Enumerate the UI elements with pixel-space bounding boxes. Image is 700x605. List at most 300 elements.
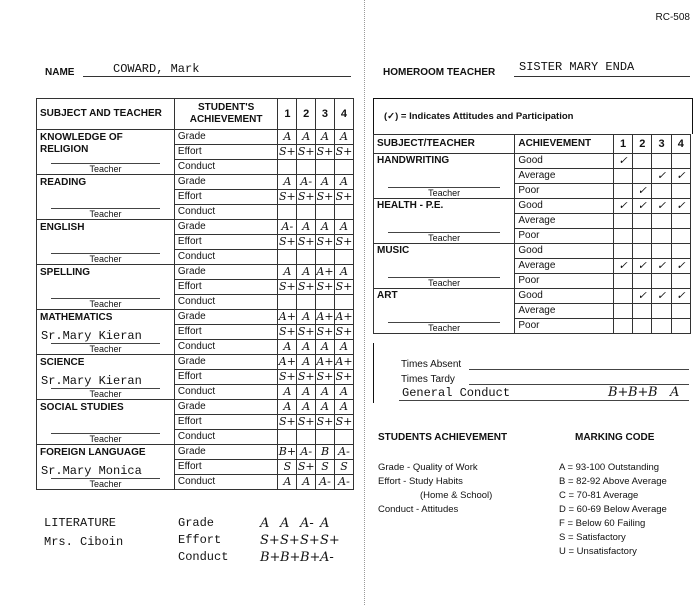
subject-row <box>37 220 354 235</box>
grade-cell: A <box>278 400 297 415</box>
general-conduct-line <box>399 400 689 401</box>
header-achievement: STUDENT'S ACHIEVEMENT <box>174 99 277 130</box>
header-q4: 4 <box>334 99 353 130</box>
legend-left-item: Effort - Study Habits <box>378 476 463 487</box>
literature-grade: B+ <box>300 550 321 565</box>
teacher-name: Sr.Mary Monica <box>41 464 142 478</box>
grade-cell: A <box>316 340 335 355</box>
rating-label: Average <box>515 304 614 319</box>
grade-cell: S+ <box>279 370 296 383</box>
achievement-label: Grade <box>174 310 277 325</box>
header-subject: SUBJECT AND TEACHER <box>37 99 175 130</box>
check-cell <box>671 214 690 229</box>
achievement-label: Grade <box>174 220 277 235</box>
attitude-subject-cell <box>374 244 515 289</box>
subject-row <box>37 445 354 460</box>
grade-cell: A <box>334 220 353 235</box>
attitude-note: (✓) = Indicates Attitudes and Participation <box>384 111 574 122</box>
grade-cell: A <box>297 130 316 145</box>
grade-cell: S+ <box>335 370 353 383</box>
check-cell <box>613 184 632 199</box>
homeroom-value: SISTER MARY ENDA <box>519 60 635 74</box>
grade-cell <box>334 160 353 175</box>
literature-grade: S+ <box>260 533 280 548</box>
grade-cell: S+ <box>316 415 334 428</box>
literature-grade: A <box>260 516 270 531</box>
check-cell: ✓ <box>671 259 690 274</box>
grade-cell: A+ <box>335 310 353 323</box>
subject-name: SCIENCE <box>40 357 85 368</box>
grade-cell: A <box>278 175 297 190</box>
center-dots <box>364 0 365 605</box>
grade-cell: S+ <box>316 235 334 248</box>
grade-cell: A <box>297 400 316 415</box>
grade-cell: S+ <box>297 235 315 248</box>
teacher-name: Sr.Mary Kieran <box>41 374 142 388</box>
check-cell <box>671 229 690 244</box>
check-cell: ✓ <box>652 259 671 274</box>
check-cell <box>671 274 690 289</box>
achievement-label: Effort <box>174 415 277 430</box>
achievement-label: Conduct <box>174 340 277 355</box>
literature-name: LITERATURE <box>44 516 117 530</box>
literature-grade: B+ <box>260 550 281 565</box>
subject-cell <box>37 220 175 265</box>
check-cell <box>652 214 671 229</box>
check-cell <box>613 319 632 334</box>
grade-cell: S+ <box>279 280 296 293</box>
grade-cell: S+ <box>279 145 296 158</box>
general-conduct-q1: B+ <box>608 385 629 400</box>
grade-cell: A- <box>278 220 297 235</box>
check-cell: ✓ <box>613 259 632 274</box>
subject-row <box>37 400 354 415</box>
check-cell <box>671 244 690 259</box>
grade-cell <box>297 205 316 220</box>
grade-cell: S+ <box>316 370 334 383</box>
grade-cell: A <box>278 265 297 280</box>
subject-cell <box>37 310 175 355</box>
grade-cell: A <box>278 130 297 145</box>
times-tardy-label: Times Tardy <box>401 374 455 385</box>
attitude-note-box <box>373 98 693 134</box>
rating-label: Good <box>515 289 614 304</box>
attendance-box <box>373 343 692 403</box>
grade-cell: A <box>278 340 297 355</box>
grade-cell: S+ <box>279 325 296 338</box>
check-cell: ✓ <box>633 289 652 304</box>
rheader-q2: 2 <box>633 135 652 154</box>
grade-cell: A+ <box>316 310 334 323</box>
grade-cell: A <box>297 355 316 370</box>
teacher-label: Teacher <box>51 343 160 354</box>
subject-row <box>37 130 354 145</box>
grade-cell: A <box>334 130 353 145</box>
rheader-subject: SUBJECT/TEACHER <box>374 135 515 154</box>
name-underline <box>83 76 351 77</box>
grade-cell: A <box>297 220 316 235</box>
attitude-row <box>374 244 691 259</box>
subject-name: SOCIAL STUDIES <box>40 402 124 413</box>
grade-cell: A- <box>297 175 316 190</box>
grade-cell: A <box>297 265 316 280</box>
grade-cell <box>278 205 297 220</box>
grade-cell <box>334 295 353 310</box>
grade-cell: A <box>334 340 353 355</box>
grade-cell: S+ <box>297 145 315 158</box>
check-cell <box>652 154 671 169</box>
check-cell <box>633 229 652 244</box>
grade-cell <box>316 430 335 445</box>
header-q1: 1 <box>278 99 297 130</box>
achievement-label: Grade <box>174 445 277 460</box>
grade-cell: S+ <box>279 190 296 203</box>
check-cell <box>613 244 632 259</box>
grade-cell: B+ <box>278 445 297 458</box>
teacher-label: Teacher <box>51 253 160 264</box>
check-cell <box>633 169 652 184</box>
grade-cell: B <box>316 445 335 460</box>
check-cell <box>613 289 632 304</box>
check-cell <box>652 274 671 289</box>
check-cell: ✓ <box>652 289 671 304</box>
grade-cell: A+ <box>278 310 296 323</box>
check-cell <box>613 214 632 229</box>
grade-cell <box>297 250 316 265</box>
general-conduct-q2: B+ <box>628 385 649 400</box>
rating-label: Good <box>515 199 614 214</box>
subject-name: ENGLISH <box>40 222 85 233</box>
legend-right-title: MARKING CODE <box>575 432 655 443</box>
rating-label: Poor <box>515 319 614 334</box>
teacher-label: Teacher <box>388 277 500 288</box>
attitude-subject-name: HANDWRITING <box>377 155 450 166</box>
right-attitudes-table <box>373 134 691 334</box>
rheader-q3: 3 <box>652 135 671 154</box>
check-cell <box>652 229 671 244</box>
achievement-label: Conduct <box>174 205 277 220</box>
legend-left <box>378 432 507 517</box>
subject-cell <box>37 175 175 220</box>
times-absent-line <box>469 369 689 370</box>
grade-cell <box>278 295 297 310</box>
grade-cell: S+ <box>335 235 353 248</box>
grade-cell <box>316 160 335 175</box>
homeroom-label: HOMEROOM TEACHER <box>383 67 496 78</box>
attitude-row <box>374 289 691 304</box>
legend-left-item: (Home & School) <box>420 490 493 501</box>
attitude-subject-cell <box>374 289 515 334</box>
literature-row-label: Effort <box>178 533 222 547</box>
grade-cell <box>334 430 353 445</box>
literature-row-label: Conduct <box>178 550 229 564</box>
rating-label: Average <box>515 169 614 184</box>
literature-grade: A <box>280 516 290 531</box>
grade-cell: S+ <box>297 190 315 203</box>
achievement-label: Conduct <box>174 475 277 490</box>
subject-row <box>37 310 354 325</box>
grade-cell: A+ <box>278 355 296 368</box>
rheader-q1: 1 <box>613 135 632 154</box>
subject-name: KNOWLEDGE OF RELIGION <box>40 132 123 155</box>
subject-row <box>37 175 354 190</box>
grade-cell: A <box>278 385 297 400</box>
achievement-label: Effort <box>174 190 277 205</box>
literature-row <box>178 533 368 549</box>
rating-label: Poor <box>515 229 614 244</box>
literature-grade: A- <box>300 516 314 531</box>
literature-row-label: Grade <box>178 516 215 530</box>
grade-cell: A <box>334 175 353 190</box>
teacher-label: Teacher <box>51 163 160 174</box>
rating-label: Good <box>515 154 614 169</box>
right-table-header <box>374 135 691 154</box>
achievement-label: Conduct <box>174 250 277 265</box>
teacher-label: Teacher <box>388 187 500 198</box>
grade-cell: A <box>297 340 316 355</box>
check-cell <box>633 319 652 334</box>
grade-cell: S <box>316 460 335 475</box>
grade-cell: S+ <box>316 145 334 158</box>
grade-cell: S+ <box>297 325 315 338</box>
attitude-row <box>374 154 691 169</box>
check-cell <box>671 319 690 334</box>
marking-code-item: C = 70-81 Average <box>559 490 639 501</box>
attitude-subject-name: ART <box>377 290 398 301</box>
legend-left-item: Conduct - Attitudes <box>378 504 459 515</box>
marking-code-item: F = Below 60 Failing <box>559 518 646 529</box>
literature-teacher: Mrs. Ciboin <box>44 535 124 549</box>
attitude-subject-cell <box>374 154 515 199</box>
achievement-label: Grade <box>174 175 277 190</box>
legend-left-item: Grade - Quality of Work <box>378 462 478 473</box>
achievement-label: Conduct <box>174 430 277 445</box>
times-absent-label: Times Absent <box>401 359 462 370</box>
grade-cell: S+ <box>297 460 315 473</box>
grade-cell: S+ <box>297 415 315 428</box>
teacher-label: Teacher <box>51 208 160 219</box>
rating-label: Good <box>515 244 614 259</box>
literature-grade: S+ <box>320 533 340 548</box>
achievement-label: Effort <box>174 370 277 385</box>
attitude-row <box>374 199 691 214</box>
subject-cell <box>37 355 175 400</box>
marking-code-item: B = 82-92 Above Average <box>559 476 667 487</box>
check-cell <box>671 304 690 319</box>
grade-cell: S+ <box>335 190 353 203</box>
grade-cell: S+ <box>279 235 296 248</box>
grade-cell: A <box>334 385 353 400</box>
literature-grade: B+ <box>280 550 301 565</box>
check-cell <box>613 169 632 184</box>
grade-cell <box>278 160 297 175</box>
achievement-label: Effort <box>174 325 277 340</box>
literature-grade: A <box>320 516 330 531</box>
left-achievement-table <box>36 98 354 490</box>
check-cell: ✓ <box>671 289 690 304</box>
header-q3: 3 <box>316 99 335 130</box>
literature-row <box>178 550 368 566</box>
marking-code-item: S = Satisfactory <box>559 532 626 543</box>
grade-cell <box>297 295 316 310</box>
grade-cell <box>316 205 335 220</box>
left-table-header <box>37 99 354 130</box>
homeroom-underline <box>514 76 690 77</box>
rating-label: Poor <box>515 274 614 289</box>
teacher-label: Teacher <box>51 433 160 444</box>
subject-name: FOREIGN LANGUAGE <box>40 447 146 458</box>
rating-label: Poor <box>515 184 614 199</box>
teacher-name: Sr.Mary Kieran <box>41 329 142 343</box>
achievement-label: Effort <box>174 145 277 160</box>
grade-cell: S <box>334 460 353 475</box>
grade-cell: A+ <box>316 265 334 278</box>
subject-row <box>37 265 354 280</box>
achievement-label: Conduct <box>174 160 277 175</box>
check-cell <box>613 304 632 319</box>
check-cell: ✓ <box>652 199 671 214</box>
grade-cell: S+ <box>297 370 315 383</box>
grade-cell: A <box>334 400 353 415</box>
grade-cell: S+ <box>279 415 296 428</box>
grade-cell: S+ <box>297 280 315 293</box>
check-cell <box>633 274 652 289</box>
grade-cell: S+ <box>335 145 353 158</box>
grade-cell: A- <box>334 475 353 490</box>
grade-cell: A <box>297 475 316 490</box>
subject-name: SPELLING <box>40 267 91 278</box>
grade-cell <box>316 295 335 310</box>
check-cell <box>633 214 652 229</box>
grade-cell: S+ <box>335 280 353 293</box>
check-cell <box>652 184 671 199</box>
grade-cell: S+ <box>335 415 353 428</box>
grade-cell <box>297 160 316 175</box>
check-cell: ✓ <box>613 199 632 214</box>
literature-grade: A- <box>320 550 334 565</box>
grade-cell: A+ <box>335 355 353 368</box>
achievement-label: Grade <box>174 400 277 415</box>
grade-cell: S+ <box>316 280 334 293</box>
grade-cell: A <box>316 400 335 415</box>
check-cell: ✓ <box>633 259 652 274</box>
check-cell <box>652 319 671 334</box>
grade-cell <box>278 430 297 445</box>
teacher-label: Teacher <box>51 388 160 399</box>
general-conduct-q4: A <box>670 385 680 400</box>
achievement-label: Grade <box>174 355 277 370</box>
subject-cell <box>37 445 175 490</box>
check-cell: ✓ <box>613 154 632 169</box>
grade-cell <box>297 430 316 445</box>
grade-cell <box>278 250 297 265</box>
attitude-subject-name: HEALTH - P.E. <box>377 200 444 211</box>
check-cell <box>613 229 632 244</box>
literature-grade: S+ <box>280 533 300 548</box>
attitude-subject-cell <box>374 199 515 244</box>
teacher-label: Teacher <box>51 298 160 309</box>
general-conduct-q3: B <box>648 385 658 400</box>
general-conduct-label: General Conduct <box>402 386 511 400</box>
achievement-label: Effort <box>174 460 277 475</box>
grade-cell: S+ <box>316 190 334 203</box>
subject-cell <box>37 130 175 175</box>
rheader-achievement: ACHIEVEMENT <box>515 135 614 154</box>
legend-left-title: STUDENTS ACHIEVEMENT <box>378 432 508 443</box>
achievement-label: Effort <box>174 280 277 295</box>
grade-cell: A <box>316 175 335 190</box>
attitude-subject-name: MUSIC <box>377 245 410 256</box>
marking-code-item: D = 60-69 Below Average <box>559 504 667 515</box>
check-cell <box>613 274 632 289</box>
grade-cell: A- <box>334 445 353 460</box>
achievement-label: Conduct <box>174 385 277 400</box>
check-cell <box>633 244 652 259</box>
grade-cell <box>316 250 335 265</box>
check-cell: ✓ <box>671 199 690 214</box>
literature-row <box>178 516 368 532</box>
subject-cell <box>37 265 175 310</box>
grade-cell: A <box>334 265 353 280</box>
grade-cell: S+ <box>335 325 353 338</box>
check-cell: ✓ <box>671 169 690 184</box>
check-cell: ✓ <box>633 184 652 199</box>
subject-name: MATHEMATICS <box>40 312 113 323</box>
teacher-label: Teacher <box>51 478 160 489</box>
grade-cell <box>334 250 353 265</box>
legend-right <box>559 432 667 559</box>
check-cell <box>671 184 690 199</box>
subject-cell <box>37 400 175 445</box>
literature-grade: S+ <box>300 533 320 548</box>
check-cell <box>633 304 652 319</box>
check-cell <box>671 154 690 169</box>
achievement-label: Grade <box>174 130 277 145</box>
form-code: RC-508 <box>655 12 690 23</box>
grade-cell: S <box>278 460 297 475</box>
name-label: NAME <box>45 67 75 78</box>
achievement-label: Grade <box>174 265 277 280</box>
rating-label: Average <box>515 259 614 274</box>
grade-cell: A <box>316 220 335 235</box>
grade-cell <box>334 205 353 220</box>
teacher-label: Teacher <box>388 232 500 243</box>
check-cell: ✓ <box>633 199 652 214</box>
grade-cell: A <box>297 385 316 400</box>
grade-cell: A- <box>316 475 335 490</box>
check-cell <box>652 244 671 259</box>
achievement-label: Conduct <box>174 295 277 310</box>
grade-cell: S+ <box>316 325 334 338</box>
marking-code-item: A = 93-100 Outstanding <box>559 462 660 473</box>
grade-cell: A+ <box>316 355 334 368</box>
achievement-label: Effort <box>174 235 277 250</box>
grade-cell: A <box>316 385 335 400</box>
grade-cell: A <box>278 475 297 490</box>
check-cell <box>652 304 671 319</box>
grade-cell: A <box>297 310 316 325</box>
rating-label: Average <box>515 214 614 229</box>
subject-name: READING <box>40 177 87 188</box>
check-cell <box>633 154 652 169</box>
grade-cell: A <box>316 130 335 145</box>
grade-cell: A- <box>297 445 316 460</box>
marking-code-item: U = Unsatisfactory <box>559 546 637 557</box>
rheader-q4: 4 <box>671 135 690 154</box>
name-value: COWARD, Mark <box>113 62 200 76</box>
subject-row <box>37 355 354 370</box>
header-q2: 2 <box>297 99 316 130</box>
